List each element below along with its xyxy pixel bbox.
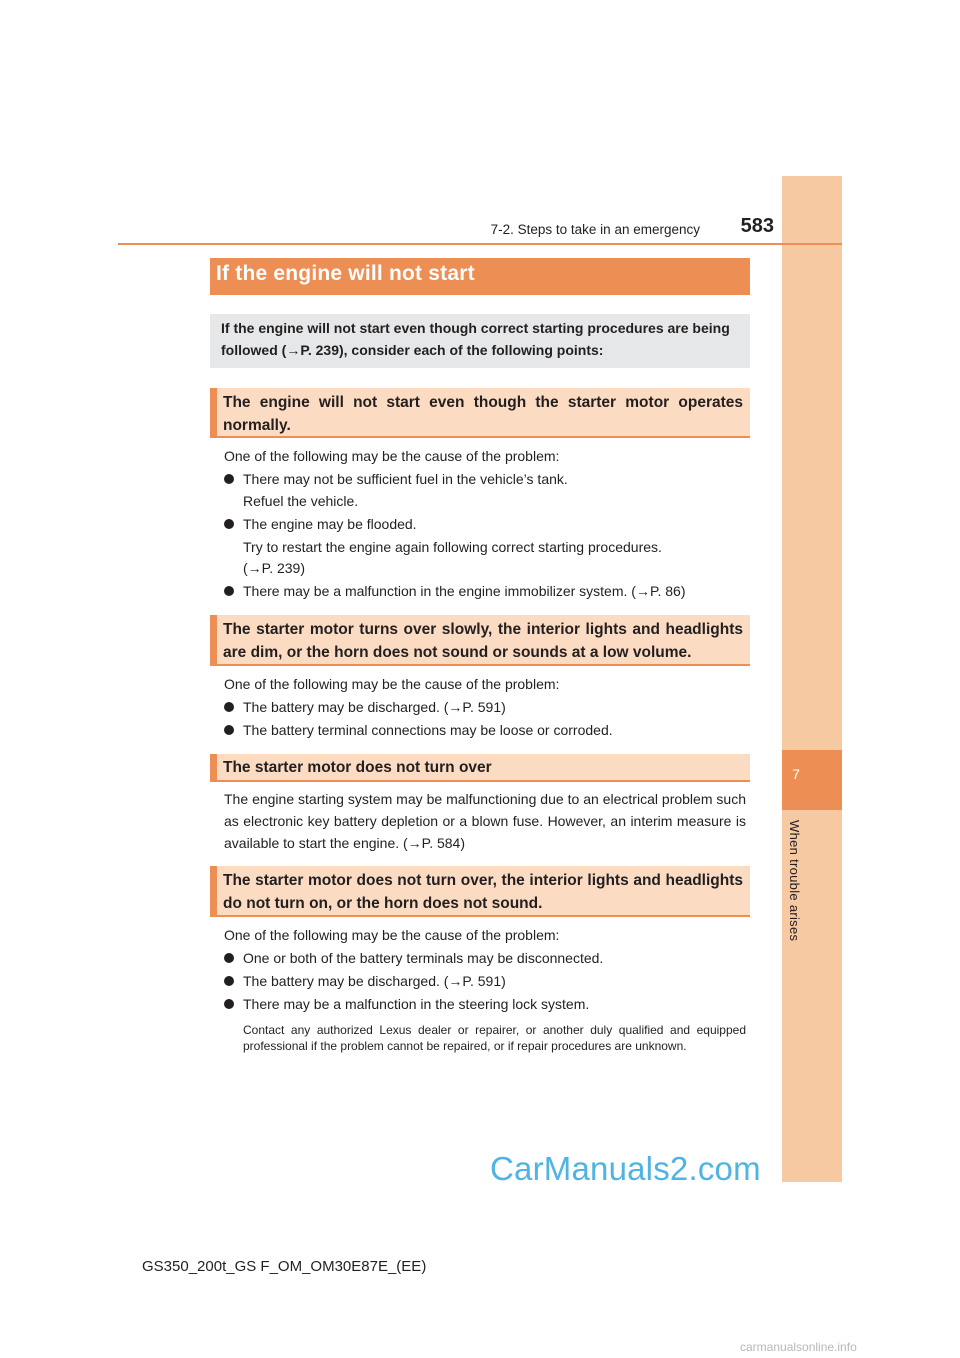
bullet-icon bbox=[224, 702, 234, 712]
section-lead: One of the following may be the cause of the problem: bbox=[224, 676, 560, 692]
page-reference: (→P. 239) bbox=[243, 560, 305, 576]
bullet-icon bbox=[224, 725, 234, 735]
site-watermark: carmanualsonline.info bbox=[740, 1340, 857, 1354]
section-heading-bar bbox=[210, 388, 750, 438]
bullet-icon bbox=[224, 953, 234, 963]
chapter-number: 7 bbox=[792, 766, 800, 782]
bullet-icon bbox=[224, 519, 234, 529]
bullet-icon bbox=[224, 976, 234, 986]
section-heading: The starter motor does not turn over, the interior lights and headlights do not turn on, or the horn does not sound. bbox=[223, 872, 743, 912]
page-title: If the engine will not start bbox=[216, 262, 475, 285]
chapter-title: When trouble arises bbox=[787, 820, 802, 942]
footer-code: GS350_200t_GS F_OM_OM30E87E_(EE) bbox=[142, 1258, 427, 1275]
bullet-icon bbox=[224, 474, 234, 484]
section-paragraph: The engine starting system may be malfunctioning due to an electrical problem such as electronic key battery depletion or a blown fuse. However, an interim measure is available to start the engine. (→P. 584) bbox=[224, 791, 746, 851]
section-lead: One of the following may be the cause of the problem: bbox=[224, 927, 560, 943]
note-text: Contact any authorized Lexus dealer or repairer, or another duly qualified and equipped professional if the problem cannot be repaired, or if repair procedures are unknown. bbox=[243, 1023, 746, 1053]
bullet-icon bbox=[224, 999, 234, 1009]
section-lead: One of the following may be the cause of the problem: bbox=[224, 448, 560, 464]
page-number: 583 bbox=[740, 215, 774, 237]
section-heading: The engine will not start even though the starter motor operates normally. bbox=[223, 394, 743, 434]
side-tab-strip bbox=[782, 176, 842, 1182]
header-rule bbox=[118, 243, 842, 245]
section-heading-bar bbox=[210, 754, 750, 782]
intro-text: If the engine will not start even though correct starting procedures are being followed (→P. 239), consider each of the following points: bbox=[221, 320, 730, 358]
list-item-detail: Try to restart the engine again following correct starting procedures. bbox=[243, 539, 662, 555]
section-heading: The starter motor turns over slowly, the interior lights and headlights are dim, or the horn does not sound or sounds at a low volume. bbox=[223, 621, 743, 661]
bullet-icon bbox=[224, 586, 234, 596]
section-label: 7-2. Steps to take in an emergency bbox=[490, 222, 700, 237]
list-item-detail: Refuel the vehicle. bbox=[243, 493, 359, 509]
section-heading-bar bbox=[210, 615, 750, 666]
watermark: CarManuals2.com bbox=[490, 1150, 761, 1187]
section-heading: The starter motor does not turn over bbox=[223, 759, 492, 776]
section-heading-bar bbox=[210, 866, 750, 917]
